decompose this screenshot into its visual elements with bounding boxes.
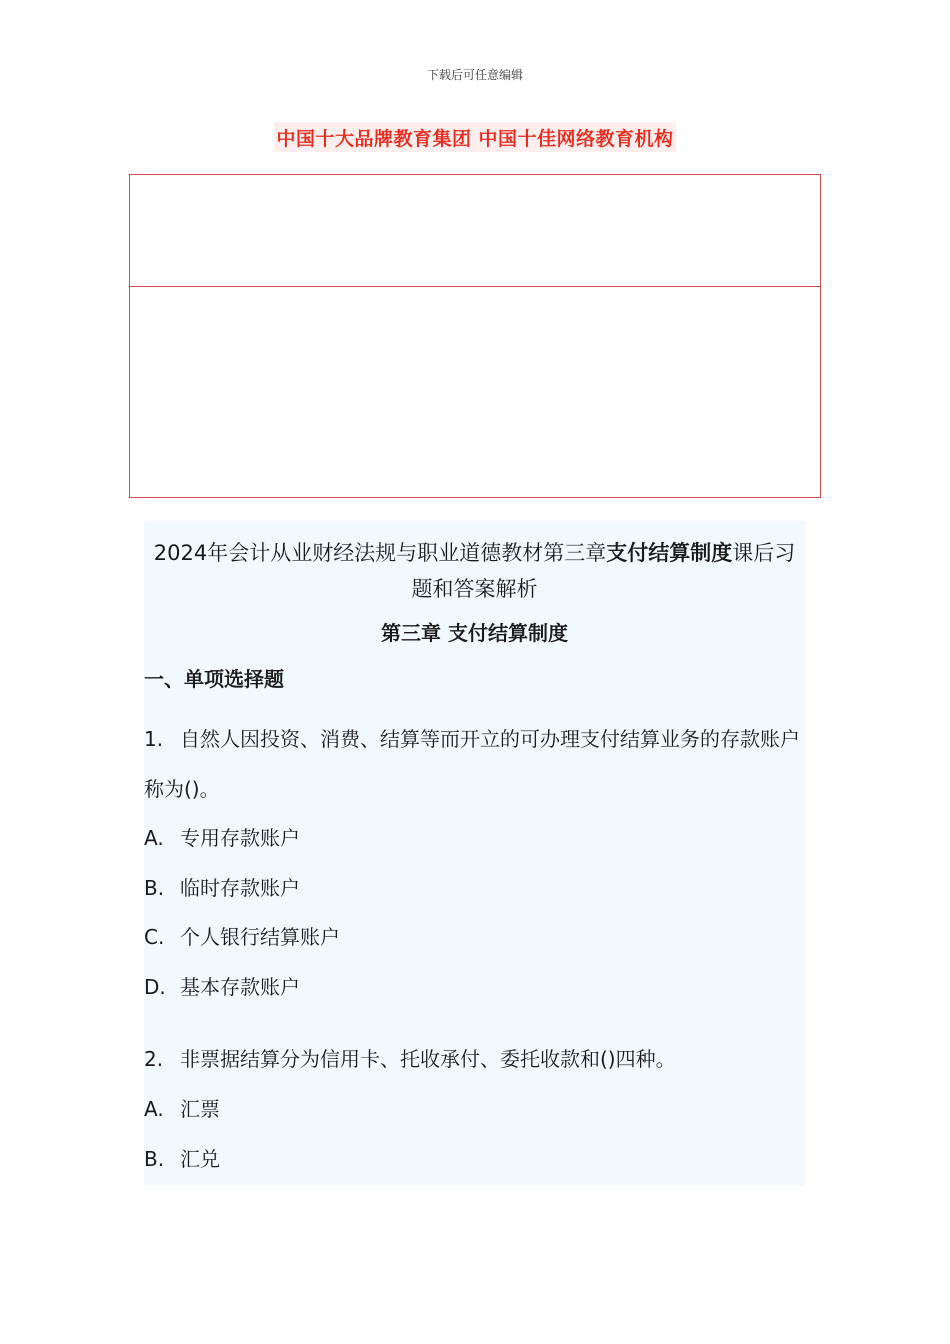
option-text: 临时存款账户 [180,876,300,900]
chapter-title: 第三章 支付结算制度 [381,621,568,645]
document-title-part2: 课后习题和答案解析 [411,541,796,601]
question-2 [144,1044,676,1074]
option-letter: B. [144,1147,165,1171]
blank-frame-bottom [129,286,821,498]
option-text: 个人银行结算账户 [180,925,340,949]
section-title: 一、单项选择题 [144,667,284,691]
question-1-text: 自然人因投资、消费、结算等而开立的可办理支付结算业务的存款账户称为()。 [144,727,800,801]
option-letter: A. [144,1097,164,1121]
option-letter: D. [144,975,166,999]
question-1-option-d [144,972,300,1002]
option-text: 专用存款账户 [180,826,300,850]
document-title-bold: 支付结算制度 [606,541,733,565]
question-1 [144,714,805,814]
document-title [144,535,805,607]
option-text: 汇兑 [180,1147,220,1171]
question-2-number: 2. [144,1047,164,1071]
option-letter: B. [144,876,165,900]
question-2-option-b [144,1144,220,1174]
question-1-option-a [144,823,300,853]
option-letter: C. [144,925,165,949]
option-letter: A. [144,826,164,850]
document-title-part1: 2024年会计从业财经法规与职业道德教材第三章 [153,541,607,565]
brand-banner-text: 中国十大品牌教育集团 中国十佳网络教育机构 [276,127,674,150]
question-1-number: 1. [144,727,164,751]
download-note: 下载后可任意编辑 [426,68,523,82]
brand-banner [274,122,676,152]
option-text: 基本存款账户 [180,975,300,999]
document-body [144,521,805,1185]
question-1-option-c [144,922,340,952]
question-2-text: 非票据结算分为信用卡、托收承付、委托收款和()四种。 [180,1047,676,1071]
question-2-option-a [144,1094,220,1124]
blank-frame-top [129,174,821,288]
question-1-option-b [144,873,300,903]
option-text: 汇票 [180,1097,220,1121]
